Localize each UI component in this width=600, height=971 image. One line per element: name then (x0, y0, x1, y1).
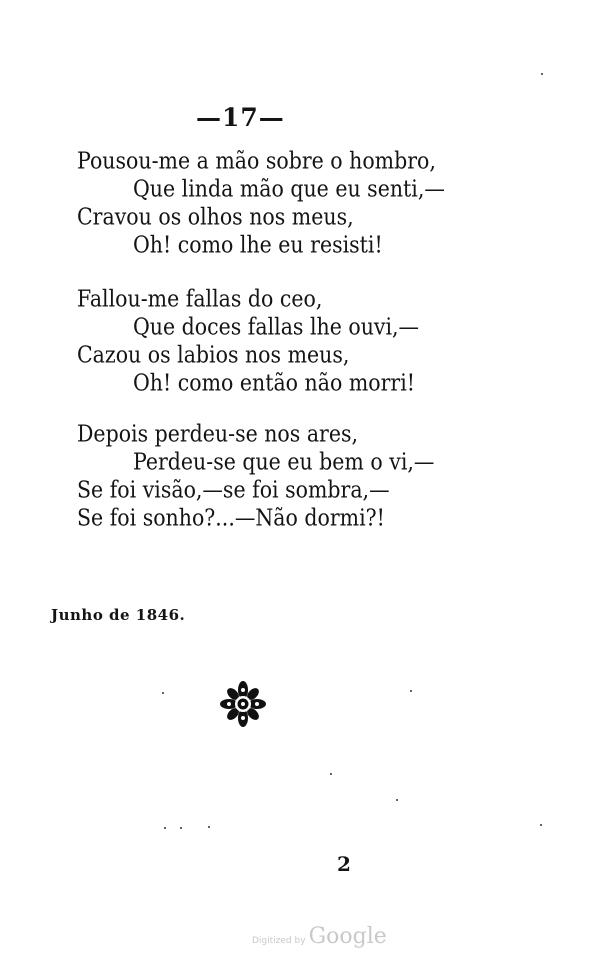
scan-speck (541, 73, 543, 75)
scan-speck (410, 690, 412, 692)
watermark-prefix: Digitized by (252, 936, 306, 946)
flower-ornament-icon (219, 680, 267, 728)
verse-line: Perdeu-se que eu bem o vi,— (133, 448, 435, 475)
scan-speck (330, 773, 332, 775)
scan-speck (162, 692, 164, 694)
verse-line: Oh! como então não morri! (133, 369, 415, 396)
scan-speck (396, 799, 398, 801)
verse-line: Cravou os olhos nos meus, (77, 203, 354, 230)
verse-line: Se foi visão,—se foi sombra,— (77, 476, 390, 503)
scan-speck (180, 827, 182, 829)
signature-mark: 2 (337, 852, 351, 876)
verse-line: Depois perdeu-se nos ares, (77, 420, 359, 447)
digitization-watermark (252, 924, 387, 949)
verse-line: Que linda mão que eu senti,— (133, 175, 445, 202)
scan-speck (208, 826, 210, 828)
verse-line: Oh! como lhe eu resisti! (133, 231, 383, 258)
verse-line: Se foi sonho?...—Não dormi?! (77, 504, 385, 531)
page-number: —17— (196, 103, 285, 132)
verse-line: Fallou-me fallas do ceo, (77, 285, 323, 312)
verse-line: Que doces fallas lhe ouvi,— (133, 313, 420, 340)
verse-line: Cazou os labios nos meus, (77, 341, 350, 368)
scan-speck (164, 827, 166, 829)
watermark-brand: Google (308, 924, 387, 949)
date-line: Junho de 1846. (51, 606, 186, 624)
verse-line: Pousou-me a mão sobre o hombro, (77, 147, 436, 174)
scan-speck (540, 824, 542, 826)
